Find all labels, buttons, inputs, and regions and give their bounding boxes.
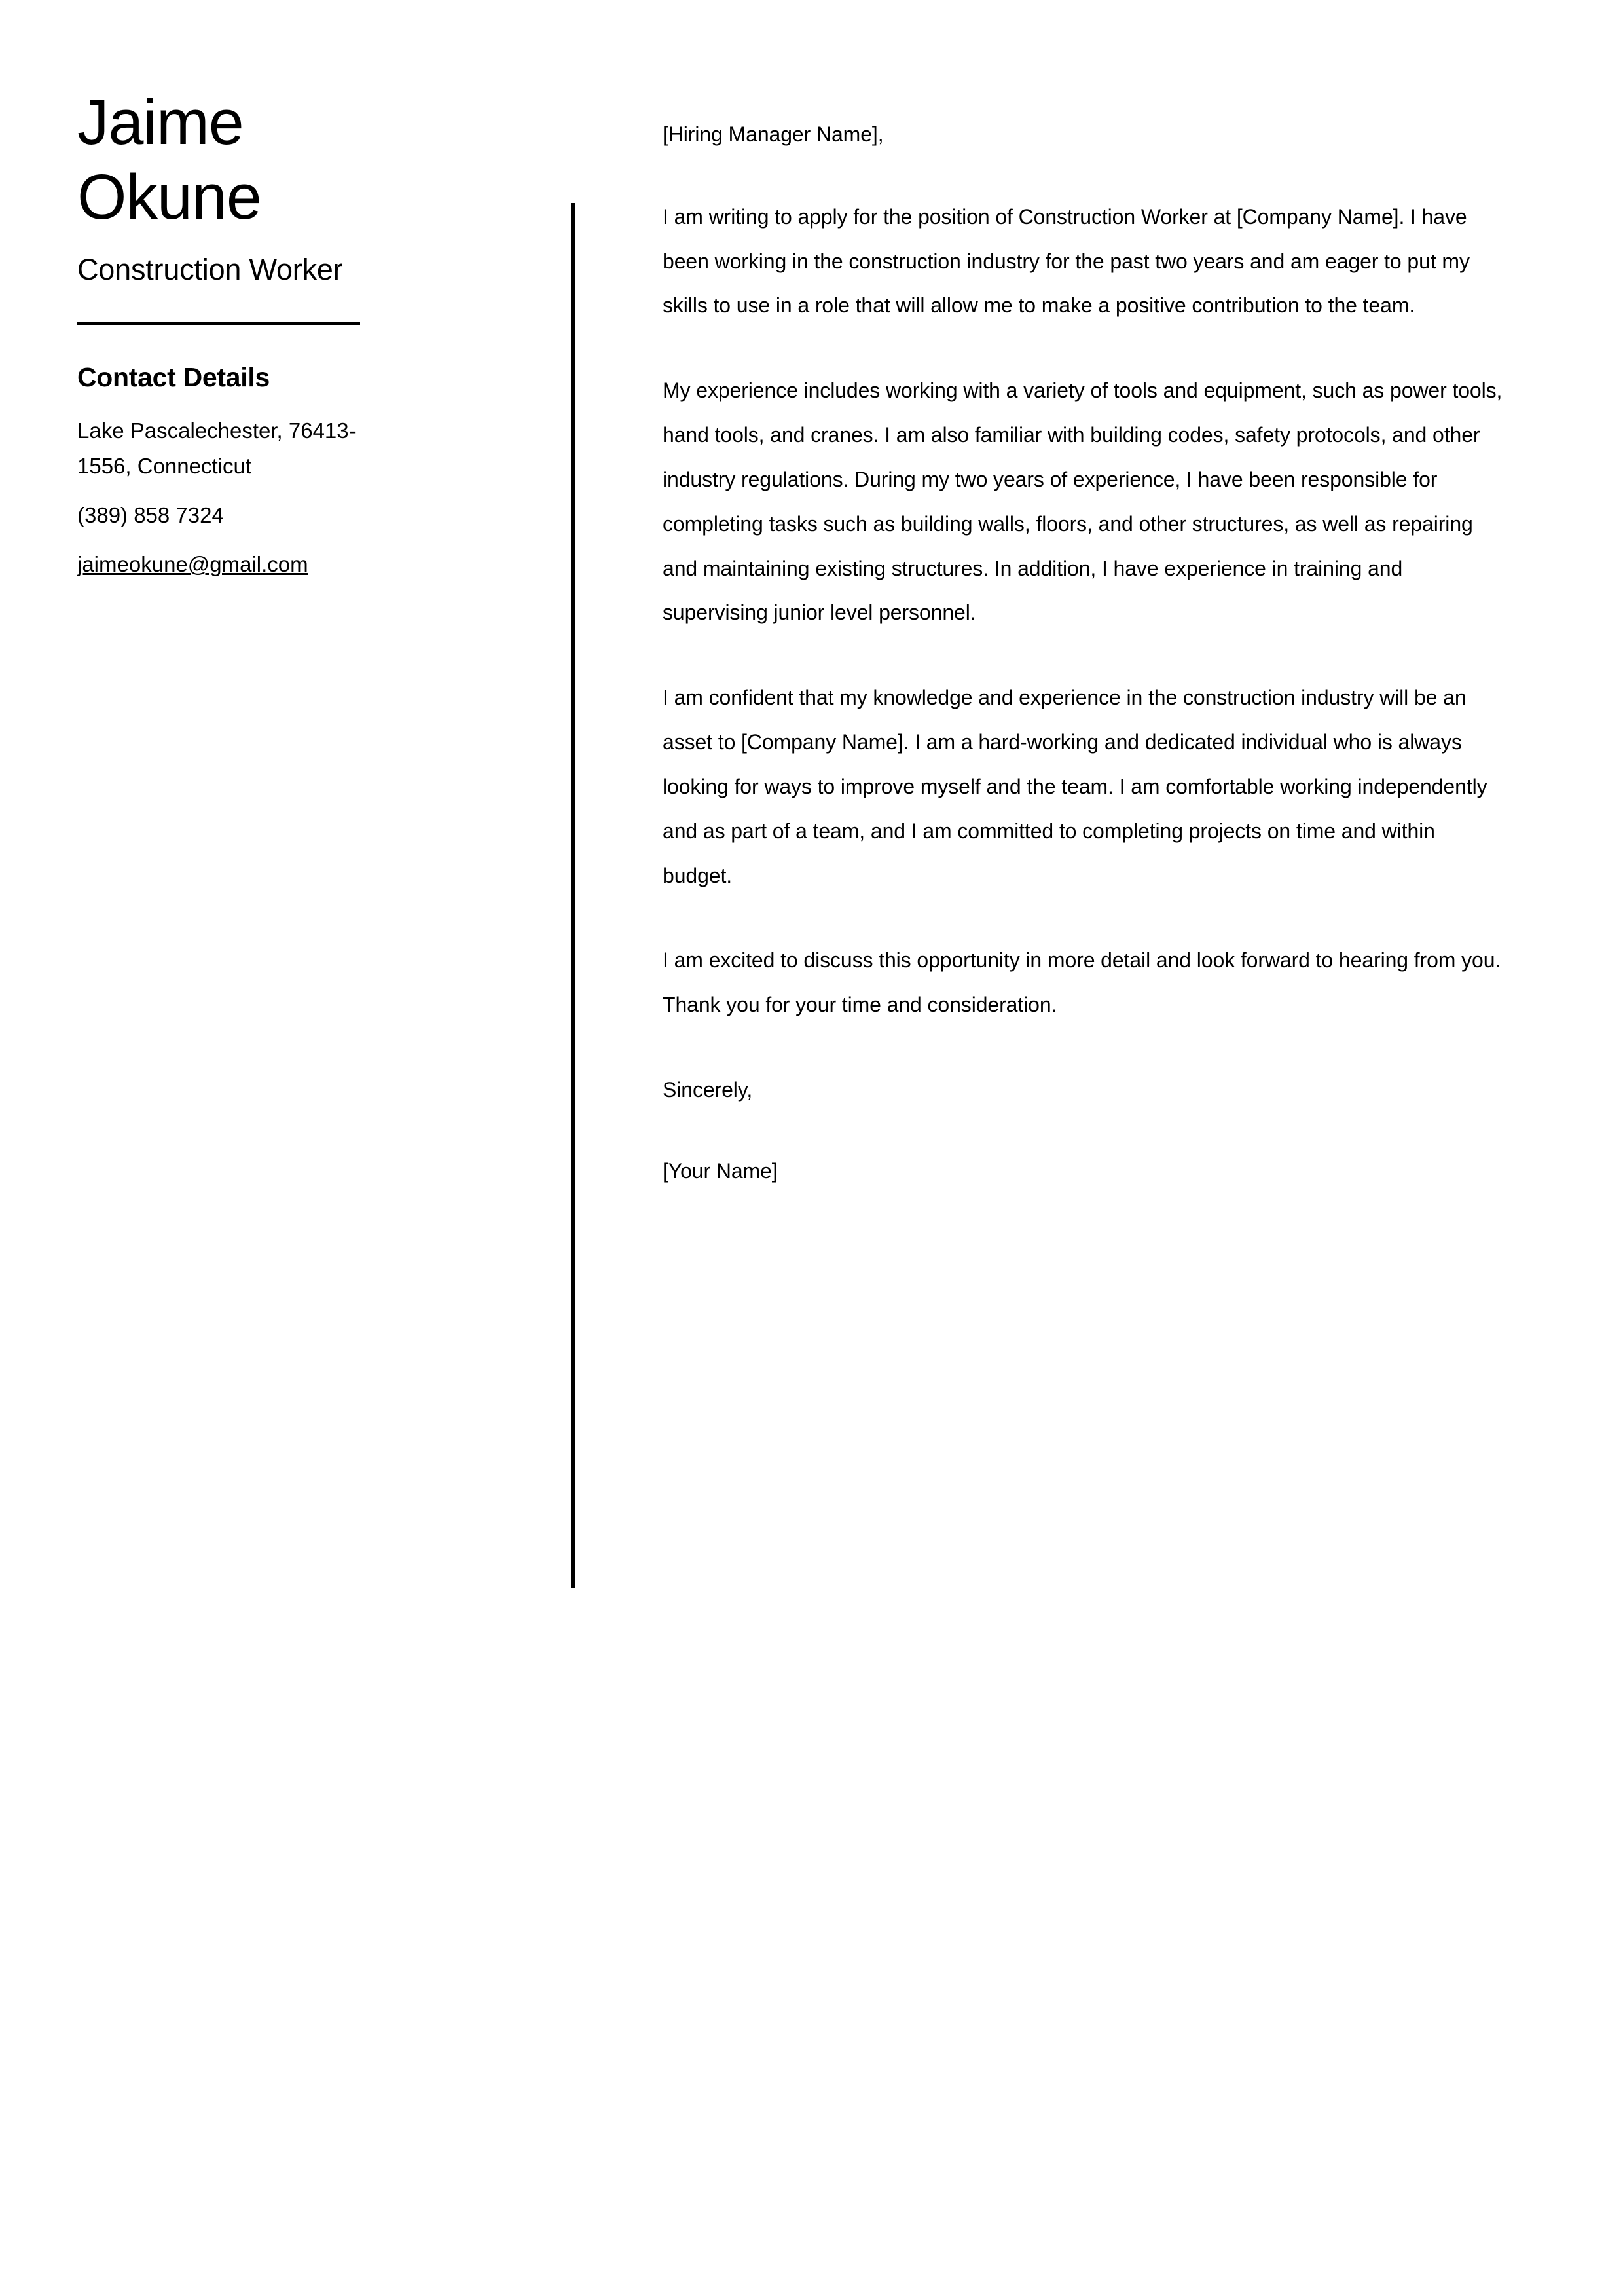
candidate-job-title: Construction Worker bbox=[77, 252, 343, 286]
contact-details-heading: Contact Details bbox=[77, 361, 270, 392]
sidebar bbox=[77, 85, 457, 582]
sidebar-divider-rule bbox=[77, 322, 360, 325]
letter-signature: [Your Name] bbox=[663, 1158, 778, 1183]
letter-paragraph-4: I am excited to discuss this opportunity in more detail and look forward to hearing from you. Thank you for your time and consideration. bbox=[663, 948, 1501, 1017]
letter-paragraph-2: My experience includes working with a variety of tools and equipment, such as power tools, hand tools, and cranes. I am also familiar with building codes, safety protocols, and other industry regulations. During my two years of experience, I have been responsible for completing tasks such as building walls, floors, and other structures, as well as repairing and maintaining existing structures. In addition, I have experience in training and supervising junior level personnel. bbox=[663, 379, 1503, 625]
letter-body bbox=[663, 113, 1504, 1194]
candidate-last-name: Okune bbox=[77, 161, 261, 233]
letter-salutation: [Hiring Manager Name], bbox=[663, 122, 884, 146]
contact-email-link[interactable]: jaimeokune@gmail.com bbox=[77, 552, 308, 577]
contact-address: Lake Pascalechester, 76413-1556, Connecticut bbox=[77, 418, 356, 478]
letter-paragraph-1: I am writing to apply for the position of Construction Worker at [Company Name]. I have been working in the construction industry for the past two years and am eager to put my skills to use in a role that will allow me to make a positive contribution to the team. bbox=[663, 204, 1470, 318]
candidate-first-name: Jaime bbox=[77, 86, 244, 158]
letter-paragraph-3: I am confident that my knowledge and experience in the construction industry will be an asset to [Company Name]. I am a hard-working and dedicated individual who is always looking for ways to improve myself and the team. I am comfortable working independently and as part of a team, and I am committed to completing projects on time and within budget. bbox=[663, 686, 1487, 887]
vertical-divider bbox=[571, 203, 575, 1588]
contact-phone[interactable]: (389) 858 7324 bbox=[77, 503, 224, 527]
contact-details-list bbox=[77, 413, 457, 582]
candidate-name bbox=[77, 85, 457, 235]
contact-email-row bbox=[77, 547, 457, 582]
letter-signoff: Sincerely, bbox=[663, 1078, 753, 1102]
